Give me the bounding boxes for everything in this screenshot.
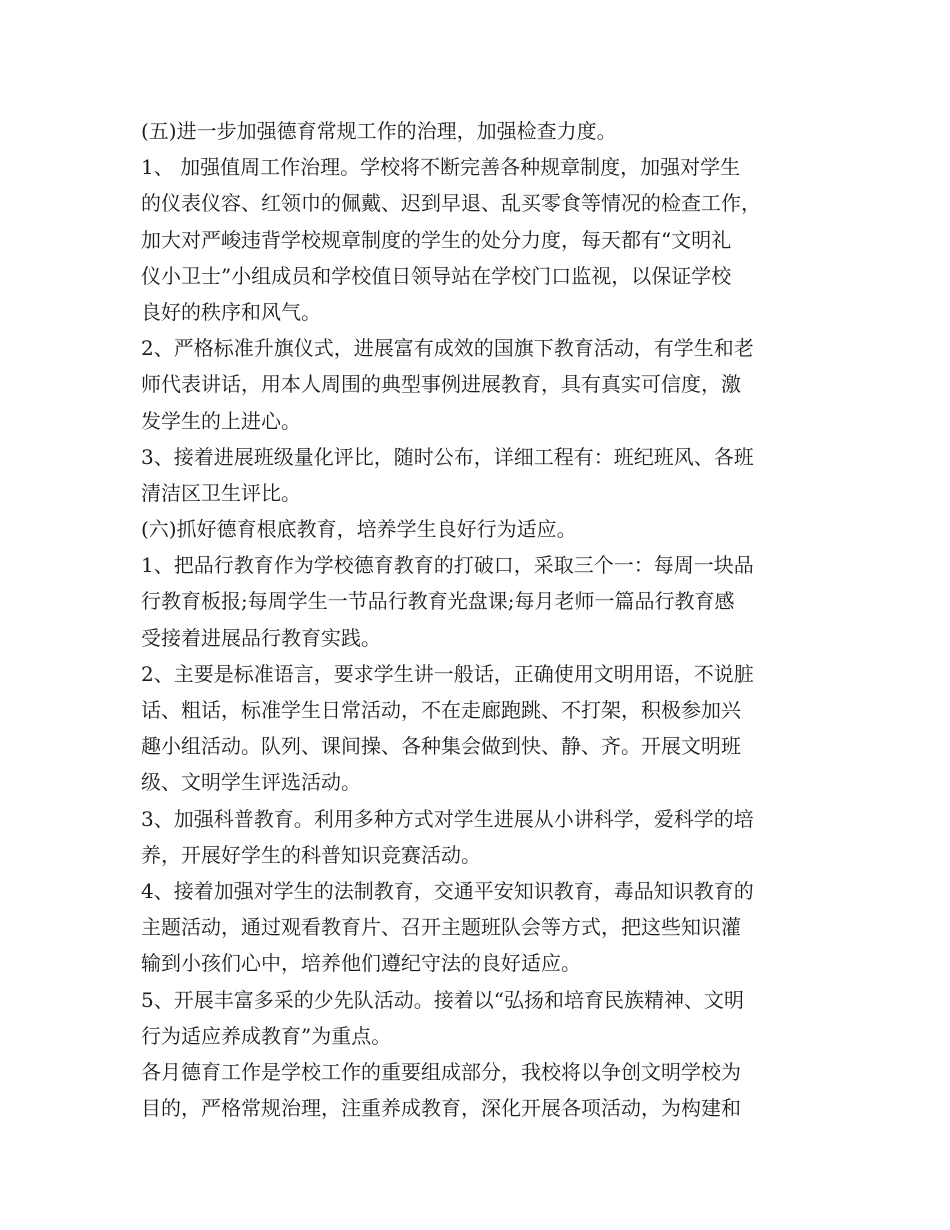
text-line: (六)抓好德育根底教育，培养学生良好行为适应。 [141,517,577,542]
text-line: 级、文明学生评选活动。 [141,770,361,795]
text-line: 输到小孩们心中，培养他们遵纪守法的良好适应。 [141,951,581,976]
text-line: (五)进一步加强德育常规工作的治理，加强检查力度。 [141,119,617,143]
text-line: 话、粗话，标准学生日常活动，不在走廊跑跳、不打架，积极参加兴 [141,698,741,722]
text-line: 1、把品行教育作为学校德育教育的打破口，采取三个一：每周一块品 [141,553,754,578]
text-line: 行教育板报;每周学生一节品行教育光盘课;每月老师一篇品行教育感 [141,589,735,614]
text-line: 养，开展好学生的科普知识竞赛活动。 [141,842,481,867]
text-line: 5、开展丰富多采的少先队活动。接着以“弘扬和培育民族精神、文明 [141,987,744,1012]
text-line: 2、严格标准升旗仪式，进展富有成效的国旗下教育活动，有学生和老 [141,336,754,361]
text-line: 清洁区卫生评比。 [141,480,301,505]
text-line: 4、接着加强对学生的法制教育，交通平安知识教育，毒品知识教育的 [141,878,754,903]
text-line: 良好的秩序和风气。 [141,299,321,324]
text-line: 2、主要是标准语言，要求学生讲一般话，正确使用文明用语，不说脏 [141,661,754,686]
text-line: 仪小卫士”小组成员和学校值日领导站在学校门口监视，以保证学校 [141,263,732,288]
text-line: 发学生的上进心。 [141,408,301,433]
text-line: 加大对严峻违背学校规章制度的学生的处分力度，每天都有“文明礼 [141,227,732,252]
text-line: 3、接着进展班级量化评比，随时公布，详细工程有：班纪班风、各班 [141,444,754,469]
text-line: 的仪表仪容、红领巾的佩戴、迟到早退、乱买零食等情况的检查工作， [141,191,761,216]
text-line: 1、 加强值周工作治理。学校将不断完善各种规章制度，加强对学生 [141,155,741,180]
text-line: 趣小组活动。队列、课间操、各种集会做到快、静、齐。开展文明班 [141,734,741,759]
text-line: 各月德育工作是学校工作的重要组成部分，我校将以争创文明学校为 [141,1059,741,1084]
text-line: 主题活动，通过观看教育片、召开主题班队会等方式，把这些知识灌 [141,915,741,940]
text-line: 受接着进展品行教育实践。 [141,625,381,650]
text-line: 3、加强科普教育。利用多种方式对学生进展从小讲科学，爱科学的培 [141,806,754,831]
text-line: 师代表讲话，用本人周围的典型事例进展教育，具有真实可信度，激 [141,372,741,397]
text-line: 行为适应养成教育”为重点。 [141,1023,392,1048]
document-body [141,113,821,1126]
text-line: 目的，严格常规治理，注重养成教育，深化开展各项活动，为构建和 [141,1096,741,1121]
